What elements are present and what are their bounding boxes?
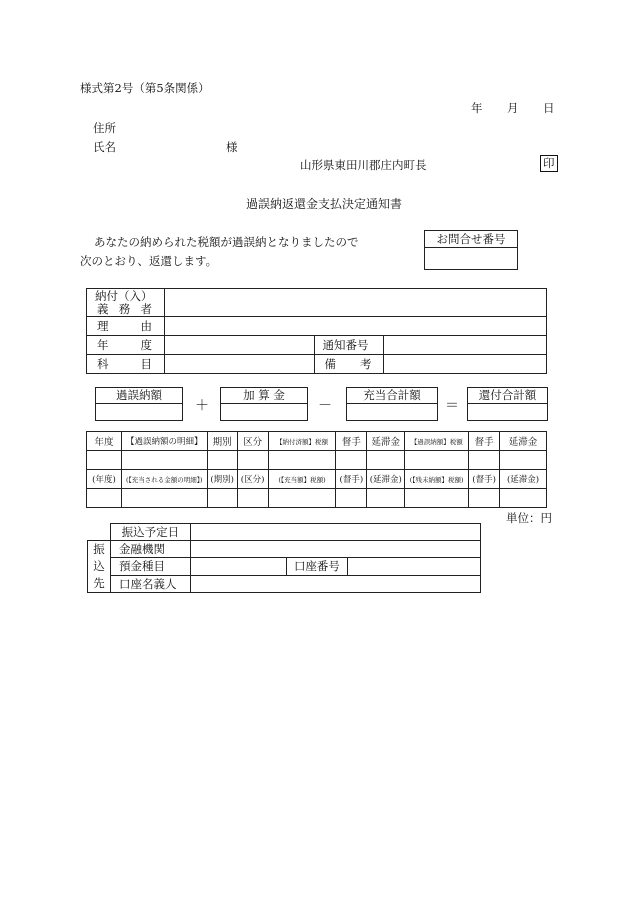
scheduled-date-value[interactable] [190, 524, 480, 541]
inquiry-label: お問合せ番号 [425, 231, 517, 248]
payer-char-2: 務 [118, 301, 131, 316]
reason-char-1: 理 [97, 319, 109, 333]
date-day: 日 [543, 101, 555, 115]
subject-char-2: 目 [140, 357, 152, 371]
refund-total-value[interactable] [468, 404, 547, 420]
plus-sign: ＋ [195, 398, 209, 414]
year-char-2: 度 [140, 338, 152, 352]
overpaid-label: 過誤納額 [96, 388, 182, 404]
sub-applied-detail: (【充当される金額の明細】) [121, 470, 207, 489]
account-number-value[interactable] [348, 558, 481, 575]
remarks-char-1: 備 [324, 357, 337, 371]
hdr-late-fee-2: 延滞金 [500, 432, 547, 451]
payer-value[interactable] [164, 289, 546, 317]
subject-char-1: 科 [97, 357, 109, 371]
refund-total-label: 還付合計額 [468, 388, 547, 404]
sub-period: (期別) [207, 470, 237, 489]
address-label: 住所 [93, 121, 116, 135]
sub-year: (年度) [87, 470, 122, 489]
hdr-dunning-1: 督手 [336, 432, 367, 451]
form-id: 様式第2号（第5条関係） [80, 81, 210, 95]
addition-box [220, 387, 308, 421]
bank-table [87, 523, 481, 593]
overpaid-box [95, 387, 183, 421]
payer-char-3: 者 [140, 301, 152, 316]
hdr-period: 期別 [207, 432, 237, 451]
detail-row-values-2 [87, 489, 547, 508]
equals-sign: ＝ [445, 398, 459, 414]
hdr-late-fee-1: 延滞金 [367, 432, 405, 451]
overpaid-value[interactable] [96, 404, 182, 420]
account-holder-value[interactable] [190, 575, 480, 592]
year-char-1: 年 [97, 338, 109, 352]
remarks-value[interactable] [384, 355, 547, 374]
subject-value[interactable] [164, 355, 314, 374]
sub-dunning-1: (督手) [336, 470, 367, 489]
deposit-type-value[interactable] [190, 558, 286, 575]
sub-category: (区分) [237, 470, 268, 489]
issuer: 山形県東田川郡庄内町長 [300, 158, 427, 172]
deposit-type-label: 預金種目 [110, 558, 190, 575]
sub-dunning-2: (督手) [469, 470, 500, 489]
hdr-category: 区分 [237, 432, 268, 451]
side-char-1: 振 [93, 542, 105, 556]
institution-value[interactable] [190, 541, 480, 558]
payer-label-line1: 納付（入） [95, 288, 153, 303]
hdr-overpaid-detail: 【過誤納額の明細】 [121, 432, 207, 451]
applied-total-value[interactable] [347, 404, 437, 420]
reason-value[interactable] [164, 317, 546, 336]
institution-label: 金融機関 [110, 541, 190, 558]
detail-row-values-1 [87, 451, 547, 470]
inquiry-box [424, 230, 518, 270]
addition-value[interactable] [221, 404, 307, 420]
date-month: 月 [507, 101, 519, 115]
honorific: 様 [226, 140, 238, 154]
detail-table [86, 431, 547, 508]
name-label: 氏名 [93, 140, 116, 154]
notice-number-label: 通知番号 [314, 336, 384, 355]
info-table [86, 288, 547, 374]
unit-label: 単位：円 [506, 511, 552, 525]
sub-late-fee-1: (延滞金) [367, 470, 405, 489]
inquiry-number-field[interactable] [425, 248, 517, 269]
document-title: 過誤納返還金支払決定通知書 [246, 197, 403, 211]
sub-late-fee-2: (延滞金) [500, 470, 547, 489]
transfer-destination-label [88, 541, 111, 593]
account-number-label: 口座番号 [286, 558, 348, 575]
side-char-2: 込 [93, 559, 105, 573]
remarks-char-2: 考 [359, 357, 372, 371]
payer-char-1: 義 [97, 301, 109, 316]
date-year: 年 [471, 101, 483, 115]
body-line-1: あなたの納められた税額が過誤納となりましたので [94, 235, 359, 249]
scheduled-date-label: 振込予定日 [110, 524, 190, 541]
notice-number-value[interactable] [384, 336, 547, 355]
minus-sign: － [318, 398, 332, 414]
body-line-2: 次のとおり、返還します。 [80, 254, 218, 268]
payer-label [87, 289, 165, 317]
applied-total-label: 充当合計額 [347, 388, 437, 404]
year-value[interactable] [164, 336, 314, 355]
seal-mark: 印 [540, 155, 558, 172]
side-char-3: 先 [93, 576, 105, 590]
account-holder-label: 口座名義人 [110, 575, 190, 592]
hdr-paid-tax: 【納付済額】税額 [268, 432, 336, 451]
hdr-dunning-2: 督手 [469, 432, 500, 451]
reason-char-2: 由 [140, 319, 152, 333]
addition-label: 加 算 金 [221, 388, 307, 404]
refund-total-box [467, 387, 548, 421]
hdr-year: 年度 [87, 432, 122, 451]
sub-remaining-tax: (【残未納額】税額) [405, 470, 469, 489]
sub-applied-tax: (【充当額】税額) [268, 470, 336, 489]
hdr-overpaid-tax: 【過誤納額】税額 [405, 432, 469, 451]
applied-total-box [346, 387, 438, 421]
